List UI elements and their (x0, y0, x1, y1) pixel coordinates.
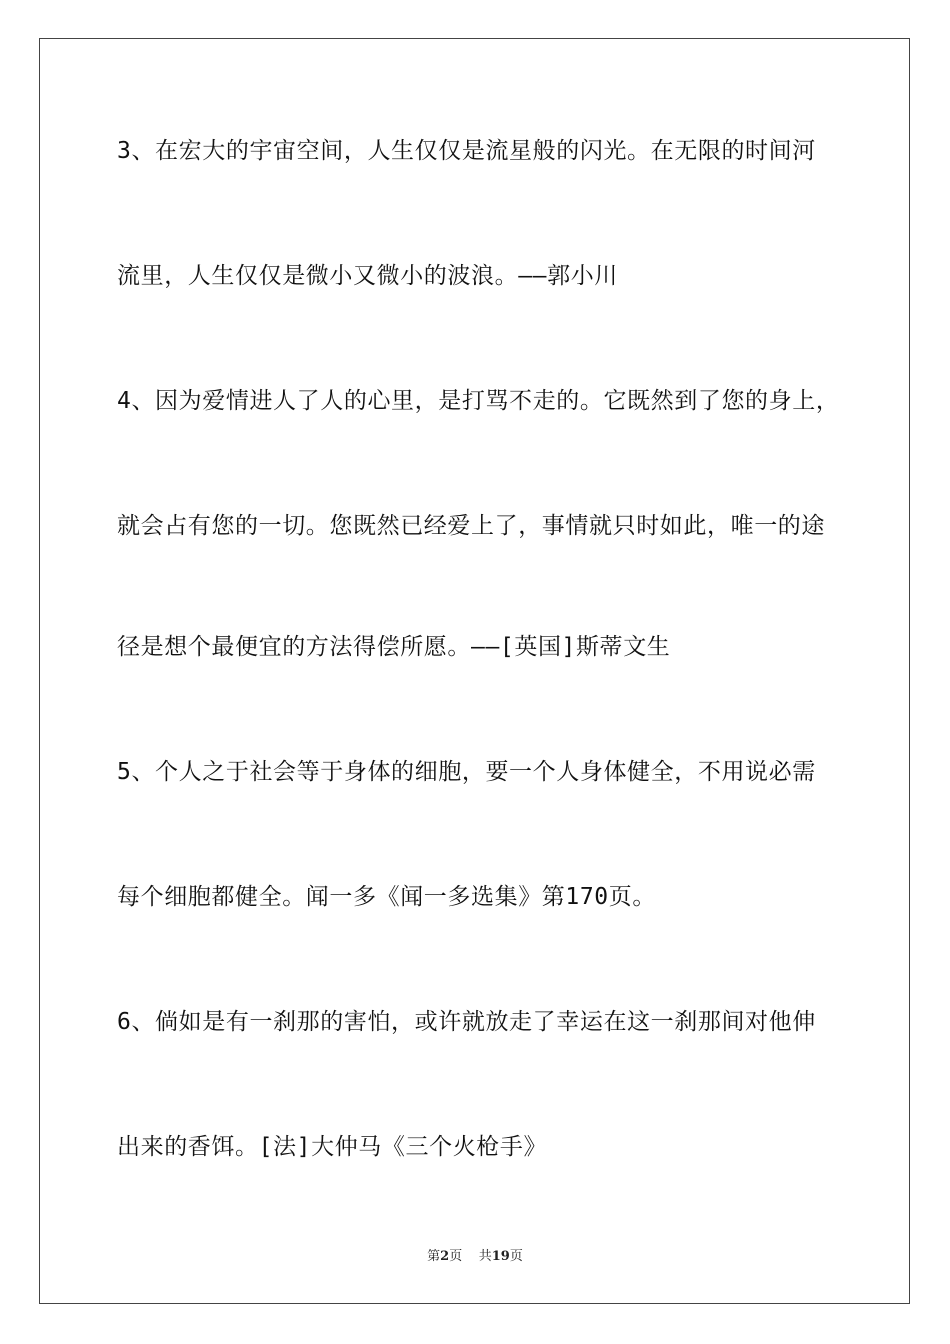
page-suffix: 页 (449, 1249, 463, 1264)
page-border (39, 38, 910, 1304)
page-footer (0, 1248, 950, 1266)
text-line-9: 出来的香饵。[法]大仲马《三个火枪手》 (117, 1134, 548, 1160)
text-line-5: 径是想个最便宜的方法得偿所愿。——[英国]斯蒂文生 (117, 634, 671, 660)
page-number: 2 (440, 1249, 450, 1264)
text-line-2: 流里，人生仅仅是微小又微小的波浪。——郭小川 (117, 263, 618, 289)
text-line-6: 5、个人之于社会等于身体的细胞，要一个人身体健全，不用说必需 (117, 759, 816, 785)
total-suffix: 页 (509, 1249, 523, 1264)
total-pages: 19 (491, 1249, 510, 1264)
text-line-3: 4、因为爱情进人了人的心里，是打骂不走的。它既然到了您的身上， (117, 388, 840, 414)
text-line-8: 6、倘如是有一刹那的害怕，或许就放走了幸运在这一刹那间对他伸 (117, 1009, 816, 1035)
total-prefix: 共 (478, 1249, 492, 1264)
text-line-1: 3、在宏大的宇宙空间，人生仅仅是流星般的闪光。在无限的时间河 (117, 138, 816, 164)
text-line-4: 就会占有您的一切。您既然已经爱上了，事情就只时如此，唯一的途 (117, 513, 825, 539)
page-prefix: 第 (427, 1249, 441, 1264)
text-line-7: 每个细胞都健全。闻一多《闻一多选集》第170页。 (117, 884, 656, 910)
